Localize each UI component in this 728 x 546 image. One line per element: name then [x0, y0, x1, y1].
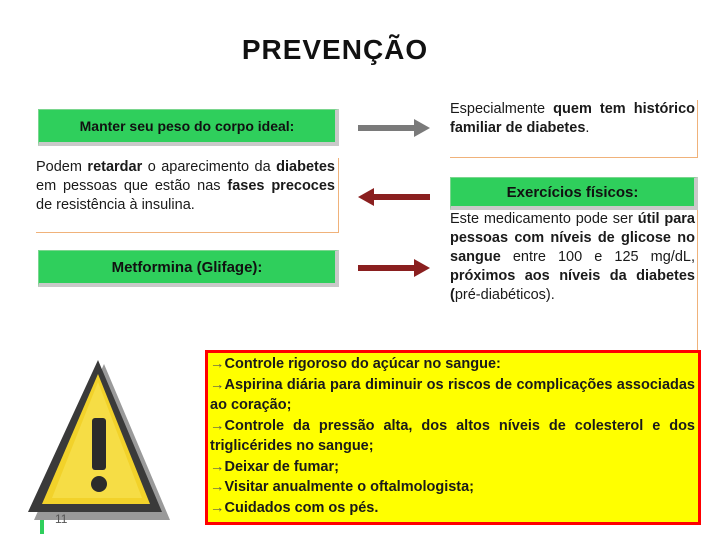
- list-item: →Controle da pressão alta, dos altos níveis de colesterol e dos triglicérides no sangue;: [210, 417, 695, 454]
- arrow-left-icon: [358, 186, 430, 208]
- metformina-label: Metformina (Glifage):: [38, 250, 339, 287]
- list-item: →Deixar de fumar;: [210, 458, 339, 475]
- arrow-right-icon: [358, 117, 430, 139]
- medicamento-paragraph: Este medicamento pode ser útil para pessoas com níveis de glicose no sangue entre 100 e 125 mg/dL, próximos aos níveis da diabetes (pré-diabéticos).: [450, 210, 698, 353]
- page-title: PREVENÇÃO: [241, 34, 429, 65]
- historico-paragraph: Especialmente quem tem histórico familiar de diabetes.: [450, 100, 698, 158]
- warning-triangle-icon: [22, 360, 174, 530]
- retardar-paragraph: Podem retardar o aparecimento da diabetes em pessoas que estão nas fases precoces de resistência à insulina.: [36, 158, 339, 233]
- page-number: 11: [55, 512, 68, 526]
- footer-accent: [40, 520, 44, 534]
- list-item: →Visitar anualmente o oftalmologista;: [210, 479, 475, 495]
- list-item: →Cuidados com os pés.: [210, 499, 379, 516]
- list-item: →Controle rigoroso do açúcar no sangue:: [210, 356, 501, 372]
- list-item: →Aspirina diária para diminuir os riscos de complicações associadas ao coração;: [210, 376, 695, 413]
- peso-ideal-label: Manter seu peso do corpo ideal:: [38, 109, 339, 146]
- arrow-right-icon: [358, 257, 430, 279]
- recomendacoes-box: [205, 350, 701, 525]
- exercicios-label: Exercícios físicos:: [450, 177, 698, 210]
